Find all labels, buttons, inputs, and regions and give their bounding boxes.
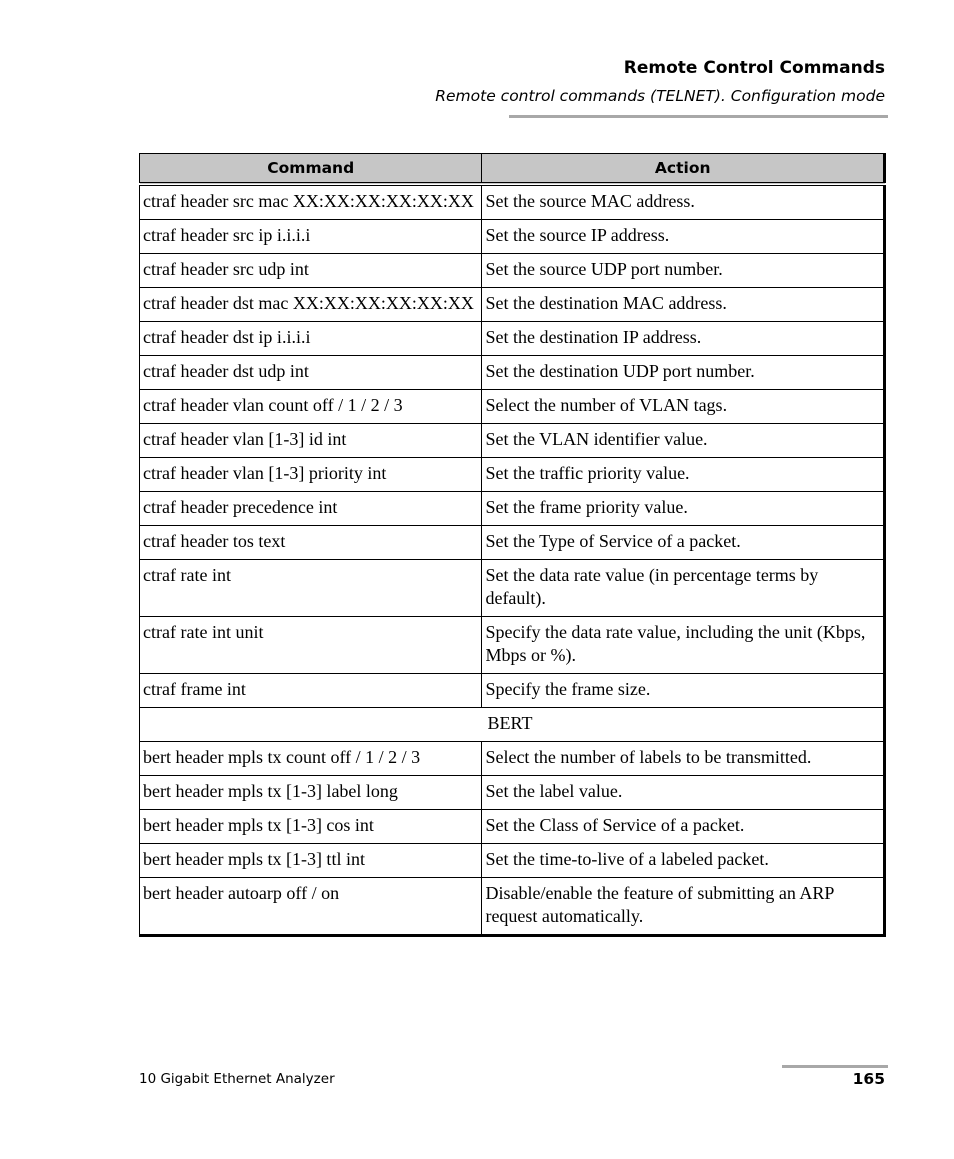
action-cell: Set the time-to-live of a labeled packet.	[482, 844, 885, 878]
page-number: 165	[852, 1070, 885, 1088]
column-header-action: Action	[482, 154, 885, 185]
command-cell: bert header mpls tx [1-3] cos int	[140, 810, 482, 844]
command-cell: ctraf header dst udp int	[140, 356, 482, 390]
table-section-row	[140, 708, 885, 742]
command-cell: ctraf frame int	[140, 674, 482, 708]
command-cell: ctraf header src udp int	[140, 254, 482, 288]
action-cell: Disable/enable the feature of submitting an ARP request automatically.	[482, 878, 885, 936]
command-cell: ctraf rate int	[140, 560, 482, 617]
table-row	[140, 742, 885, 776]
table-body	[140, 184, 885, 936]
command-cell: bert header mpls tx [1-3] ttl int	[140, 844, 482, 878]
action-cell: Specify the frame size.	[482, 674, 885, 708]
action-cell: Select the number of VLAN tags.	[482, 390, 885, 424]
table-row	[140, 424, 885, 458]
command-cell: bert header mpls tx [1-3] label long	[140, 776, 482, 810]
section-label: BERT	[140, 708, 885, 742]
action-cell: Set the source MAC address.	[482, 184, 885, 220]
footer-product-name: 10 Gigabit Ethernet Analyzer	[139, 1071, 335, 1087]
table-row	[140, 878, 885, 936]
table-row	[140, 674, 885, 708]
command-cell: ctraf header vlan [1-3] priority int	[140, 458, 482, 492]
table-row	[140, 526, 885, 560]
command-cell: ctraf header tos text	[140, 526, 482, 560]
command-cell: ctraf header src ip i.i.i.i	[140, 220, 482, 254]
table-row	[140, 390, 885, 424]
table-row	[140, 322, 885, 356]
table-row	[140, 458, 885, 492]
table-row	[140, 810, 885, 844]
command-cell: ctraf header vlan [1-3] id int	[140, 424, 482, 458]
table-row	[140, 844, 885, 878]
table-row	[140, 776, 885, 810]
table-row	[140, 356, 885, 390]
action-cell: Set the destination MAC address.	[482, 288, 885, 322]
action-cell: Set the traffic priority value.	[482, 458, 885, 492]
command-cell: bert header autoarp off / on	[140, 878, 482, 936]
action-cell: Set the frame priority value.	[482, 492, 885, 526]
table-row	[140, 220, 885, 254]
action-cell: Specify the data rate value, including the unit (Kbps, Mbps or %).	[482, 617, 885, 674]
table-row	[140, 254, 885, 288]
header-divider	[509, 115, 888, 118]
command-cell: ctraf header precedence int	[140, 492, 482, 526]
table-row	[140, 288, 885, 322]
command-cell: ctraf header dst ip i.i.i.i	[140, 322, 482, 356]
action-cell: Set the data rate value (in percentage terms by default).	[482, 560, 885, 617]
action-cell: Set the label value.	[482, 776, 885, 810]
action-cell: Set the VLAN identifier value.	[482, 424, 885, 458]
column-header-command: Command	[140, 154, 482, 185]
action-cell: Set the Class of Service of a packet.	[482, 810, 885, 844]
table-row	[140, 617, 885, 674]
command-cell: ctraf header src mac XX:XX:XX:XX:XX:XX	[140, 184, 482, 220]
action-cell: Set the source UDP port number.	[482, 254, 885, 288]
command-cell: ctraf header vlan count off / 1 / 2 / 3	[140, 390, 482, 424]
running-header-subtitle: Remote control commands (TELNET). Configuration mode	[435, 87, 885, 105]
command-cell: bert header mpls tx count off / 1 / 2 / 3	[140, 742, 482, 776]
action-cell: Select the number of labels to be transmitted.	[482, 742, 885, 776]
command-cell: ctraf rate int unit	[140, 617, 482, 674]
action-cell: Set the destination UDP port number.	[482, 356, 885, 390]
action-cell: Set the destination IP address.	[482, 322, 885, 356]
table-row	[140, 492, 885, 526]
running-header-title: Remote Control Commands	[623, 58, 885, 78]
table-row	[140, 560, 885, 617]
action-cell: Set the source IP address.	[482, 220, 885, 254]
table-header-row	[140, 154, 885, 185]
action-cell: Set the Type of Service of a packet.	[482, 526, 885, 560]
commands-table	[139, 153, 886, 937]
table-row	[140, 184, 885, 220]
footer-divider	[782, 1065, 888, 1068]
command-cell: ctraf header dst mac XX:XX:XX:XX:XX:XX	[140, 288, 482, 322]
